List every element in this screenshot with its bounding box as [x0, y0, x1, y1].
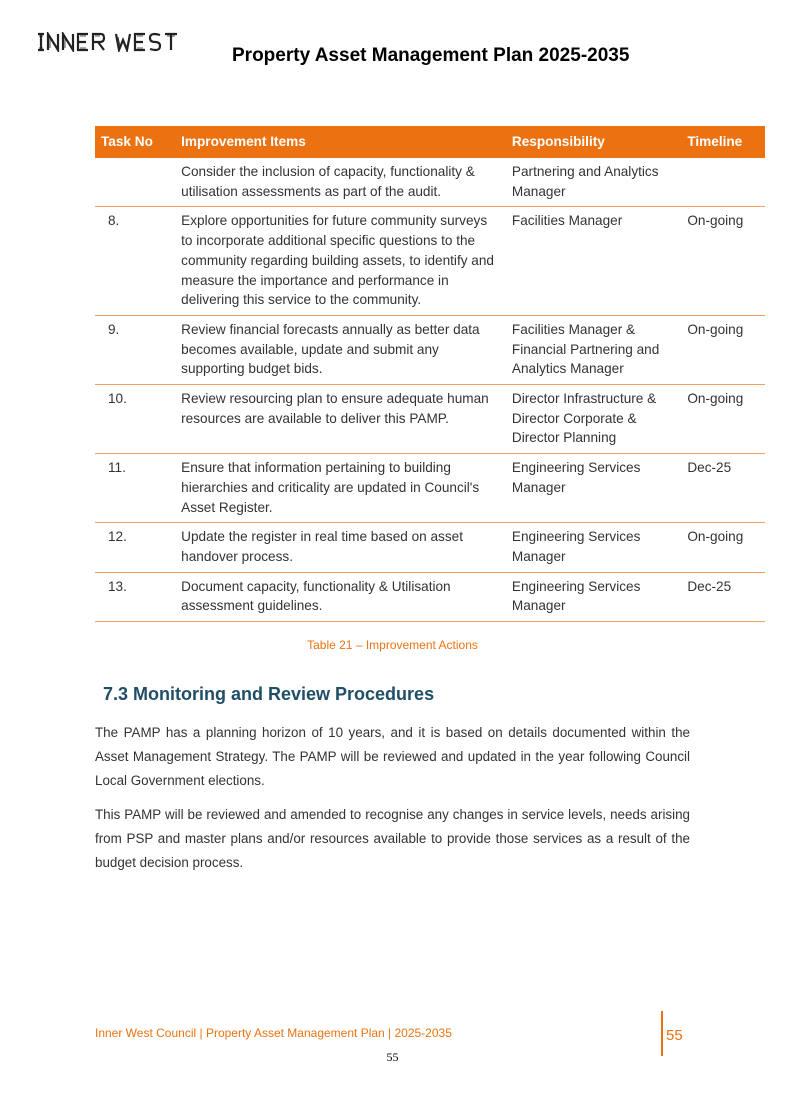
improvement-item-cell: Consider the inclusion of capacity, functionality & utilisation assessments as part of the audit.	[175, 158, 506, 207]
table-row	[95, 315, 765, 384]
body-paragraph: The PAMP has a planning horizon of 10 years, and it is based on details documented within the Asset Management Strategy. The PAMP will be reviewed and updated in the year following Council Local Government elections.	[95, 725, 690, 788]
timeline-cell: On-going	[681, 207, 765, 316]
timeline-cell	[681, 158, 765, 207]
column-header-timeline: Timeline	[681, 126, 765, 158]
task-no-cell: 13.	[95, 572, 175, 621]
document-title: Property Asset Management Plan 2025-2035	[232, 45, 630, 66]
table-row	[95, 523, 765, 572]
table-row	[95, 385, 765, 454]
responsibility-cell: Engineering Services Manager	[506, 454, 681, 523]
table-row	[95, 207, 765, 316]
task-no-cell: 8.	[95, 207, 175, 316]
task-no-cell: 10.	[95, 385, 175, 454]
improvement-actions-table	[95, 126, 765, 622]
task-no-cell: 9.	[95, 315, 175, 384]
improvement-item-cell: Ensure that information pertaining to building hierarchies and criticality are updated in Council's Asset Register.	[175, 454, 506, 523]
responsibility-cell: Engineering Services Manager	[506, 572, 681, 621]
improvement-item-cell: Document capacity, functionality & Utilisation assessment guidelines.	[175, 572, 506, 621]
table-row	[95, 572, 765, 621]
body-paragraph: This PAMP will be reviewed and amended to recognise any changes in service levels, needs arising from PSP and master plans and/or resources available to provide those services as a result of the budget decision process.	[95, 807, 690, 870]
responsibility-cell: Facilities Manager	[506, 207, 681, 316]
footer-page-badge: 55	[666, 1027, 683, 1044]
improvement-item-cell: Review resourcing plan to ensure adequate human resources are available to deliver this PAMP.	[175, 385, 506, 454]
table-caption-text: Table 21 – Improvement Actions	[307, 638, 478, 652]
task-no-cell	[95, 158, 175, 207]
column-header-responsibility: Responsibility	[506, 126, 681, 158]
timeline-cell: Dec-25	[681, 454, 765, 523]
page-number: 55	[386, 1050, 399, 1064]
table-caption	[0, 638, 785, 652]
improvement-item-cell: Update the register in real time based on asset handover process.	[175, 523, 506, 572]
table-row	[95, 454, 765, 523]
task-no-cell: 12.	[95, 523, 175, 572]
timeline-cell: On-going	[681, 523, 765, 572]
column-header-task-no: Task No	[95, 126, 175, 158]
improvement-item-cell: Review financial forecasts annually as better data becomes available, update and submit any supporting budget bids.	[175, 315, 506, 384]
responsibility-cell: Facilities Manager & Financial Partnering and Analytics Manager	[506, 315, 681, 384]
table-row	[95, 158, 765, 207]
footer-text: Inner West Council | Property Asset Management Plan | 2025-2035	[95, 1026, 452, 1040]
section-heading: 7.3 Monitoring and Review Procedures	[103, 684, 435, 704]
inner-west-logo	[36, 32, 186, 52]
column-header-improvement-items: Improvement Items	[175, 126, 506, 158]
responsibility-cell: Director Infrastructure & Director Corporate & Director Planning	[506, 385, 681, 454]
timeline-cell: On-going	[681, 385, 765, 454]
responsibility-cell: Engineering Services Manager	[506, 523, 681, 572]
task-no-cell: 11.	[95, 454, 175, 523]
responsibility-cell: Partnering and Analytics Manager	[506, 158, 681, 207]
timeline-cell: Dec-25	[681, 572, 765, 621]
improvement-item-cell: Explore opportunities for future community surveys to incorporate additional specific questions to the community regarding building assets, to identify and measure the importance and performance in delivering this service to the community.	[175, 207, 506, 316]
table-header-row	[95, 126, 765, 158]
timeline-cell: On-going	[681, 315, 765, 384]
